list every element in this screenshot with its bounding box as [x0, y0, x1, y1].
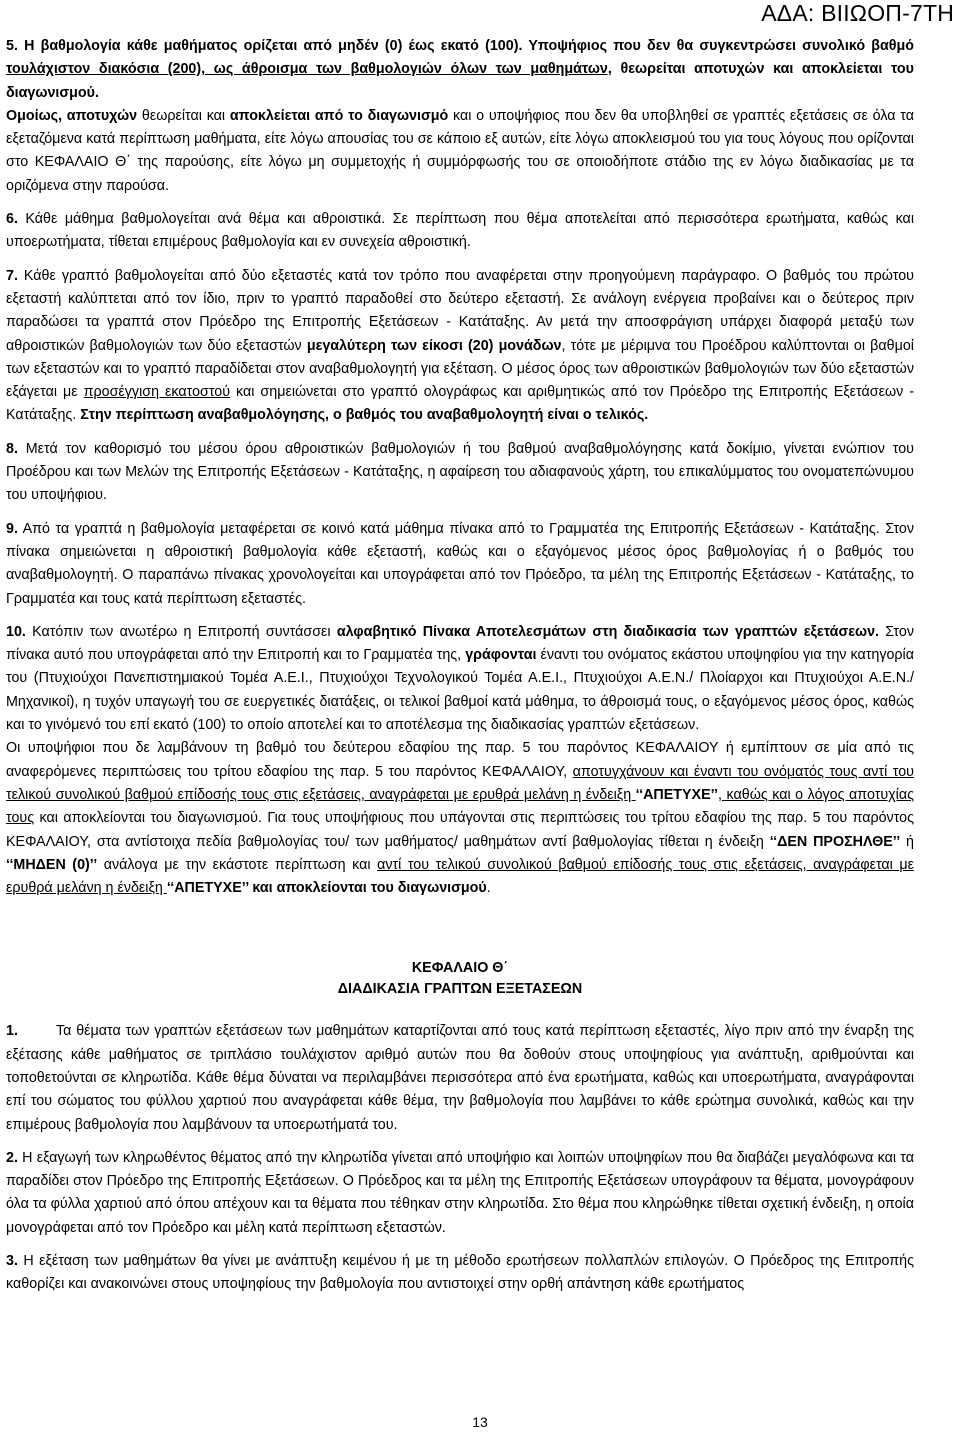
paragraph-5: 5. Η βαθμολογία κάθε μαθήματος ορίζεται από μηδέν (0) έως εκατό (100). Υποψήφιος που δεν θα συγκεντρώσει συνολικό βαθμό τουλάχιστον διακόσια (200), ως άθροισμα των βαθμολογιών όλων των μαθημάτων, θεωρείται αποτυχών και αποκλείεται του διαγωνισμού. — [6, 38, 914, 101]
paragraph-number: 9. — [6, 520, 18, 537]
document-body — [6, 35, 914, 1297]
paragraph-number: 3. — [6, 1253, 18, 1270]
paragraph-7: 7. Κάθε γραπτό βαθμολογείται από δύο εξεταστές κατά τον τρόπο που αναφέρεται στην προηγούμενη παράγραφο. Ο βαθμός του πρώτου εξεταστή καλύπτεται από τον ίδιο, πριν το γραπτό παραδοθεί στο δεύτερο εξεταστή. Σε ανάλογη ενέργεια προβαίνει και ο δεύτερος πριν παραδώσει τα γραπτά στον Πρόεδρο της Επιτροπής Εξετάσεων - Κατάταξης. Αν μετά την αποσφράγιση υπάρχει διαφορά μεταξύ των αθροιστικών βαθμολογιών των δύο εξεταστών μεγαλύτερη των είκοσι (20) μονάδων, τότε με μέριμνα του Προέδρου καλύπτονται οι βαθμοί των εξεταστών και το γραπτό παραδίδεται στον αναβαθμολογητή για εξέταση. Ο μέσος όρος των αθροιστικών βαθμολογιών των δύο εξεταστών εξάγεται με προσέγγιση εκατοστού και σημειώνεται στο γραπτό ολογράφως και αριθμητικώς από τον Πρόεδρο της Επιτροπής Εξετάσεων - Κατάταξης. Στην περίπτωση αναβαθμολόγησης, ο βαθμός του αναβαθμολογητή είναι ο τελικός. — [6, 267, 914, 424]
chapter-title: ΚΕΦΑΛΑΙΟ Θ΄ — [411, 960, 509, 977]
paragraph-number: 8. — [6, 440, 18, 457]
paragraph-10: 10. Κατόπιν των ανωτέρω η Επιτροπή συντάσσει αλφαβητικό Πίνακα Αποτελεσμάτων στη διαδικασία των γραπτών εξετάσεων. Στον πίνακα αυτό που υπογράφεται από την Επιτροπή και το Γραμματέα της, γράφονται έναντι του ονόματος εκάστου υποψηφίου για την κατηγορία του (Πτυχιούχοι Πανεπιστημιακού Τομέα Α.Ε.Ι., Πτυχιούχοι Τεχνολογικού Τομέα Α.Ε.Ι., Πτυχιούχοι Α.Ε.Ν./ Πλοίαρχοι και Πτυχιούχοι Α.Ε.Ν./ Μηχανικοί), η τυχόν υπαγωγή του σε ευεργετικές διατάξεις, οι τελικοί βαθμοί κατά μάθημα, το άθροισμά τους, ο εξαγόμενος μέσος όρος, καθώς και το γινόμενό του επί εκατό (100) το οποίο αποτελεί και το αποτέλεσμα της διαδικασίας γραπτών εξετάσεων. — [6, 623, 914, 734]
paragraph-9: 9. Από τα γραπτά η βαθμολογία μεταφέρεται σε κοινό κατά μάθημα πίνακα από τo Γραμματέα της Επιτροπής Εξετάσεων - Κατάταξης. Στον πίνακα σημειώνεται η αθροιστική βαθμολογία κάθε εξεταστή, καθώς και ο εξαγόμενος μέσος όρος βαθμολογίας ή ο βαθμός του αναβαθμολογητή. Ο παραπάνω πίνακας χρονολογείται και υπογράφεται από τον Πρόεδρο, τα μέλη της Επιτροπής Εξετάσεων - Κατάταξης, το Γραμματέα και τους κατά περίπτωση εξεταστές. — [6, 520, 914, 607]
paragraph-number: 10. — [6, 623, 26, 640]
paragraph-number: 5. — [6, 38, 25, 54]
chapter-subtitle: ΔΙΑΔΙΚΑΣΙΑ ΓΡΑΠΤΩΝ ΕΞΕΤΑΣΕΩΝ — [337, 981, 583, 998]
paragraph-number: 1. — [6, 1023, 18, 1040]
chapter-paragraph-2: 2. Η εξαγωγή των κληρωθέντος θέματος από την κληρωτίδα γίνεται από υποψήφιο και λοιπών υποψηφίων που θα διαβάζει μεγαλόφωνα και τα παραδίδει στον Πρόεδρο της Επιτροπής Εξετάσεων. Ο Πρόεδρος και τα μέλη της Επιτροπής Εξετάσεων υπογράφουν τα θέματα, μονογράφουν όλα τα φύλλα χαρτιού από όπου απέχουν και τα θέματα που τέθηκαν στην κληρωτίδα. Στο θέμα που κληρώθηκε τίθεται σχετική ένδειξη, η οποία μονογράφεται από τον Πρόεδρο και μέλη κατά περίπτωση εξεταστών. — [6, 1149, 914, 1236]
paragraph-8: 8. Μετά τον καθορισμό του μέσου όρου αθροιστικών βαθμολογιών ή του βαθμού αναβαθμολόγησης κατά δοκίμιο, γίνεται ενώπιον του Προέδρου και των Μελών της Επιτροπής Εξετάσεων - Κατάταξης, η αφαίρεση του αδιαφανούς χάρτη, του επικαλύμματος του ονοματεπώνυμου του υποψήφιου. — [6, 440, 914, 504]
paragraph-10-failures: Οι υποψήφιοι που δε λαμβάνουν τη βαθμό του δεύτερου εδαφίου της παρ. 5 του παρόντος ΚΕΦΑΛΑΙΟΥ ή εμπίπτουν σε μία από τις αναφερόμενες περιπτώσεις του τρίτου εδαφίου της παρ. 5 του παρόντος ΚΕΦΑΛΑΙΟΥ, αποτυγχάνουν και έναντι του ονόματός τους αντί του τελικού συνολικού βαθμού επίδοσής τους στις εξετάσεις, αναγράφεται με ερυθρά μελάνη η ένδειξη ‘‘ΑΠΕΤΥΧΕ’’, καθώς και ο λόγος αποτυχίας τους και αποκλείονται του διαγωνισμού. Για τους υποψήφιους που υπάγονται στις περιπτώσεις του τρίτου εδαφίου της παρ. 5 του παρόντος ΚΕΦΑΛΑΙΟΥ, στα αντίστοιχα πεδία βαθμολογίας του/ των μαθήματος/ μαθημάτων αντί βαθμολογίας τίθεται η ένδειξη ‘‘ΔΕΝ ΠΡΟΣΗΛΘΕ’’ ή ‘‘ΜΗΔΕΝ (0)’’ ανάλογα με την εκάστοτε περίπτωση και αντί του τελικού συνολικού βαθμού επίδοσής τους στις εξετάσεις, αναγράφεται με ερυθρά μελάνη η ένδειξη ‘‘ΑΠΕΤΥΧΕ’’ και αποκλείονται του διαγωνισμού. — [6, 740, 914, 897]
page-number: 13 — [472, 1414, 488, 1430]
paragraph-6: 6. Κάθε μάθημα βαθμολογείται ανά θέμα και αθροιστικά. Σε περίπτωση που θέμα αποτελείται από περισσότερα ερωτήματα, καθώς και υποερωτήματα, τίθεται επιμέρους βαθμολογία και εν συνεχεία αθροιστική. — [6, 211, 914, 251]
paragraph-number: 7. — [6, 267, 24, 284]
paragraph-number: 2. — [6, 1149, 18, 1166]
ada-code: ΑΔΑ: ΒΙΙΩΟΠ-7ΤΗ — [761, 0, 954, 26]
paragraph-5-fail-condition: Ομοίως, αποτυχών θεωρείται και αποκλείεται από το διαγωνισμό και ο υποψήφιος που δεν θα υποβληθεί σε γραπτές εξετάσεις σε όλα τα εξεταζόμενα κατά περίπτωση μαθήματα, είτε λόγω απουσίας του σε κάποιο εξ αυτών, είτε λόγω αποκλεισμού του για τους λόγους που ορίζονται στο ΚΕΦΑΛΑΙΟ Θ΄ της παρούσης, είτε λόγω μη συμμετοχής ή συμμόρφωσής του σε οποιοδήποτε στάδιο της εν λόγω διαδικασίας με τα οριζόμενα στην παρούσα. — [6, 107, 914, 194]
paragraph-number: 6. — [6, 211, 26, 228]
chapter-paragraph-3: 3. Η εξέταση των μαθημάτων θα γίνει με ανάπτυξη κειμένου ή με τη μέθοδο ερωτήσεων πολλαπλών επιλογών. Ο Πρόεδρος της Επιτροπής καθορίζει και ανακοινώνει στους υποψηφίους την βαθμολογία που αντιστοιχεί στην ορθή απάντηση κάθε ερωτήματος — [6, 1253, 914, 1293]
chapter-paragraph-1: 1. Τα θέματα των γραπτών εξετάσεων των μαθημάτων καταρτίζονται από τους κατά περίπτωση εξεταστές, λίγο πριν από την έναρξη της εξέτασης κάθε μαθήματος σε τριπλάσιο τουλάχιστον αριθμό αυτών που θα δοθούν στους υποψηφίους για ανάπτυξη, αριθμούνται και τοποθετούνται σε κληρωτίδα. Κάθε θέμα δύναται να περιλαμβάνει περισσότερα από ένα ερωτήματα, καθώς και υποερωτήματα, αναγράφονται επί του σώματος του φύλλου χαρτιού που αναγράφεται κάθε θέμα, την βαθμολογία που λαμβάνει το κάθε ερώτημα συνολικά, καθώς και την επιμέρους βαθμολογία που λαμβάνουν τα υποερωτήματά του. — [6, 1023, 914, 1133]
